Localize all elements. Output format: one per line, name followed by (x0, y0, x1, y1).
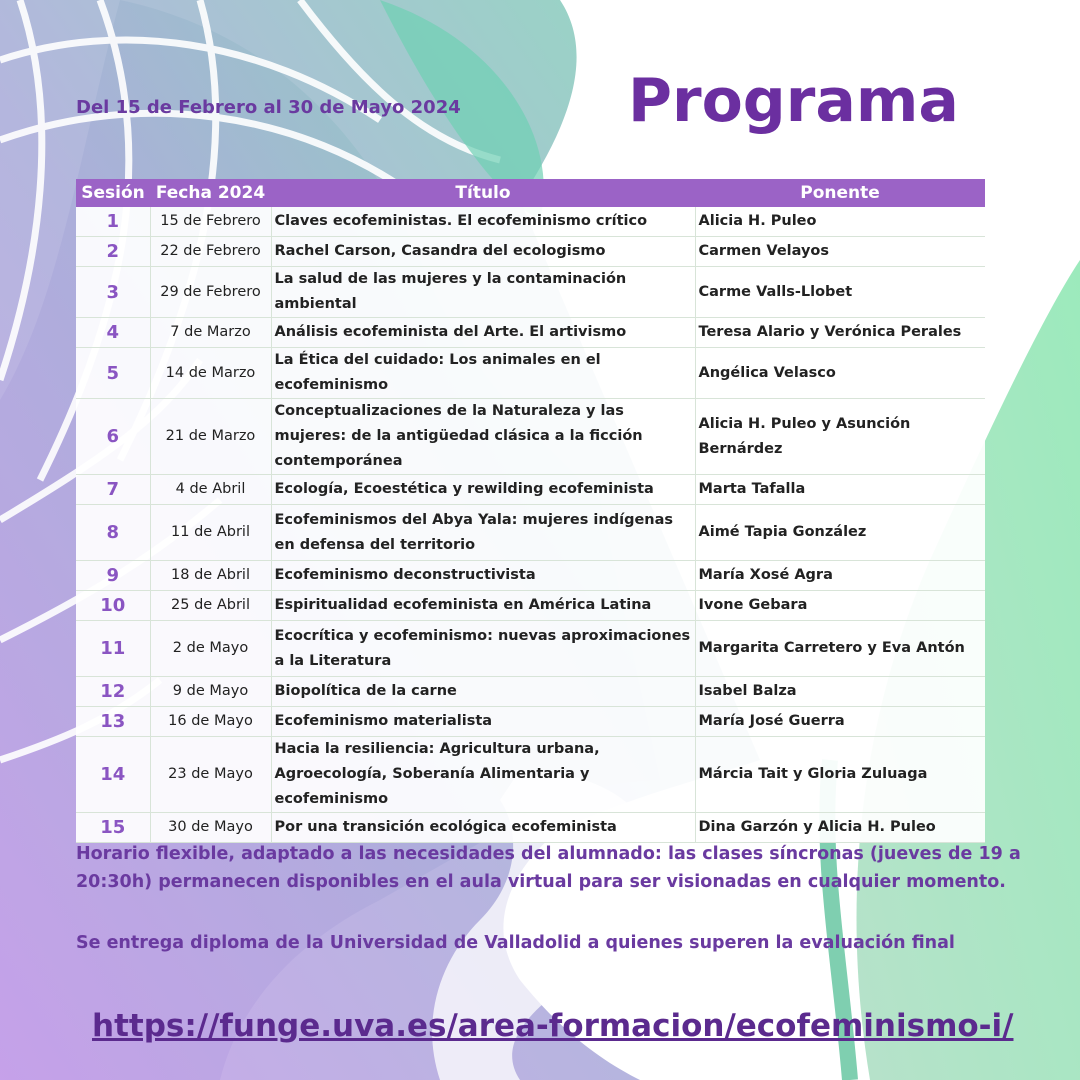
session-title: Espiritualidad ecofeminista en América Latina (271, 591, 695, 621)
table-row (76, 561, 985, 591)
session-speaker: Margarita Carretero y Eva Antón (695, 621, 985, 677)
table-row (76, 505, 985, 561)
column-header-sesion: Sesión (76, 179, 150, 207)
session-date: 22 de Febrero (150, 237, 271, 267)
session-title: Biopolítica de la carne (271, 677, 695, 707)
table-row (76, 237, 985, 267)
session-number: 12 (76, 677, 150, 707)
session-date: 4 de Abril (150, 475, 271, 505)
session-speaker: Aimé Tapia González (695, 505, 985, 561)
column-header-titulo: Título (271, 179, 695, 207)
session-number: 1 (76, 207, 150, 237)
session-title: Ecofeminismo deconstructivista (271, 561, 695, 591)
table-row (76, 475, 985, 505)
program-table (76, 179, 985, 843)
session-speaker: Alicia H. Puleo (695, 207, 985, 237)
session-date: 15 de Febrero (150, 207, 271, 237)
session-speaker: María Xosé Agra (695, 561, 985, 591)
session-title: La salud de las mujeres y la contaminación ambiental (271, 267, 695, 318)
table-row (76, 267, 985, 318)
session-number: 10 (76, 591, 150, 621)
session-number: 9 (76, 561, 150, 591)
session-number: 4 (76, 318, 150, 348)
column-header-fecha: Fecha 2024 (150, 179, 271, 207)
session-date: 14 de Marzo (150, 348, 271, 399)
session-date: 18 de Abril (150, 561, 271, 591)
column-header-ponente: Ponente (695, 179, 985, 207)
table-row (76, 677, 985, 707)
session-number: 5 (76, 348, 150, 399)
session-speaker: Dina Garzón y Alicia H. Puleo (695, 813, 985, 843)
session-date: 25 de Abril (150, 591, 271, 621)
table-row (76, 348, 985, 399)
session-number: 7 (76, 475, 150, 505)
session-speaker: Teresa Alario y Verónica Perales (695, 318, 985, 348)
session-title: Conceptualizaciones de la Naturaleza y las mujeres: de la antigüedad clásica a la ficción contemporánea (271, 399, 695, 475)
session-title: Ecofeminismos del Abya Yala: mujeres indígenas en defensa del territorio (271, 505, 695, 561)
session-title: Análisis ecofeminista del Arte. El artivismo (271, 318, 695, 348)
date-range: Del 15 de Febrero al 30 de Mayo 2024 (76, 97, 461, 118)
table-row (76, 621, 985, 677)
session-number: 8 (76, 505, 150, 561)
session-title: Rachel Carson, Casandra del ecologismo (271, 237, 695, 267)
session-number: 11 (76, 621, 150, 677)
session-speaker: Márcia Tait y Gloria Zuluaga (695, 737, 985, 813)
session-title: Claves ecofeministas. El ecofeminismo crítico (271, 207, 695, 237)
session-date: 2 de Mayo (150, 621, 271, 677)
session-number: 6 (76, 399, 150, 475)
session-speaker: Alicia H. Puleo y Asunción Bernárdez (695, 399, 985, 475)
session-number: 3 (76, 267, 150, 318)
session-number: 13 (76, 707, 150, 737)
session-speaker: Marta Tafalla (695, 475, 985, 505)
session-date: 23 de Mayo (150, 737, 271, 813)
session-speaker: Angélica Velasco (695, 348, 985, 399)
session-date: 30 de Mayo (150, 813, 271, 843)
session-title: La Ética del cuidado: Los animales en el ecofeminismo (271, 348, 695, 399)
session-title: Ecología, Ecoestética y rewilding ecofeminista (271, 475, 695, 505)
table-row (76, 737, 985, 813)
course-url-link[interactable]: https://funge.uva.es/area-formacion/ecofeminismo-i/ (92, 1008, 1014, 1044)
session-date: 16 de Mayo (150, 707, 271, 737)
session-speaker: María José Guerra (695, 707, 985, 737)
session-speaker: Ivone Gebara (695, 591, 985, 621)
table-row (76, 813, 985, 843)
table-row (76, 318, 985, 348)
session-title: Ecofeminismo materialista (271, 707, 695, 737)
session-date: 29 de Febrero (150, 267, 271, 318)
session-number: 15 (76, 813, 150, 843)
table-row (76, 591, 985, 621)
diploma-note: Se entrega diploma de la Universidad de Valladolid a quienes superen la evaluación final (76, 933, 955, 953)
session-number: 14 (76, 737, 150, 813)
page-title: Programa (628, 66, 959, 136)
session-speaker: Carme Valls-Llobet (695, 267, 985, 318)
table-header (76, 179, 985, 207)
session-title: Por una transición ecológica ecofeminista (271, 813, 695, 843)
session-date: 7 de Marzo (150, 318, 271, 348)
session-title: Hacia la resiliencia: Agricultura urbana, Agroecología, Soberanía Alimentaria y ecofeminismo (271, 737, 695, 813)
session-date: 11 de Abril (150, 505, 271, 561)
schedule-note: Horario flexible, adaptado a las necesidades del alumnado: las clases síncronas (jueves de 19 a 20:30h) permanecen disponibles en el aula virtual para ser visionadas en cualquier momento. (76, 844, 1021, 892)
session-date: 9 de Mayo (150, 677, 271, 707)
session-speaker: Isabel Balza (695, 677, 985, 707)
table-row (76, 399, 985, 475)
session-date: 21 de Marzo (150, 399, 271, 475)
table-row (76, 707, 985, 737)
session-title: Ecocrítica y ecofeminismo: nuevas aproximaciones a la Literatura (271, 621, 695, 677)
session-number: 2 (76, 237, 150, 267)
table-row (76, 207, 985, 237)
session-speaker: Carmen Velayos (695, 237, 985, 267)
